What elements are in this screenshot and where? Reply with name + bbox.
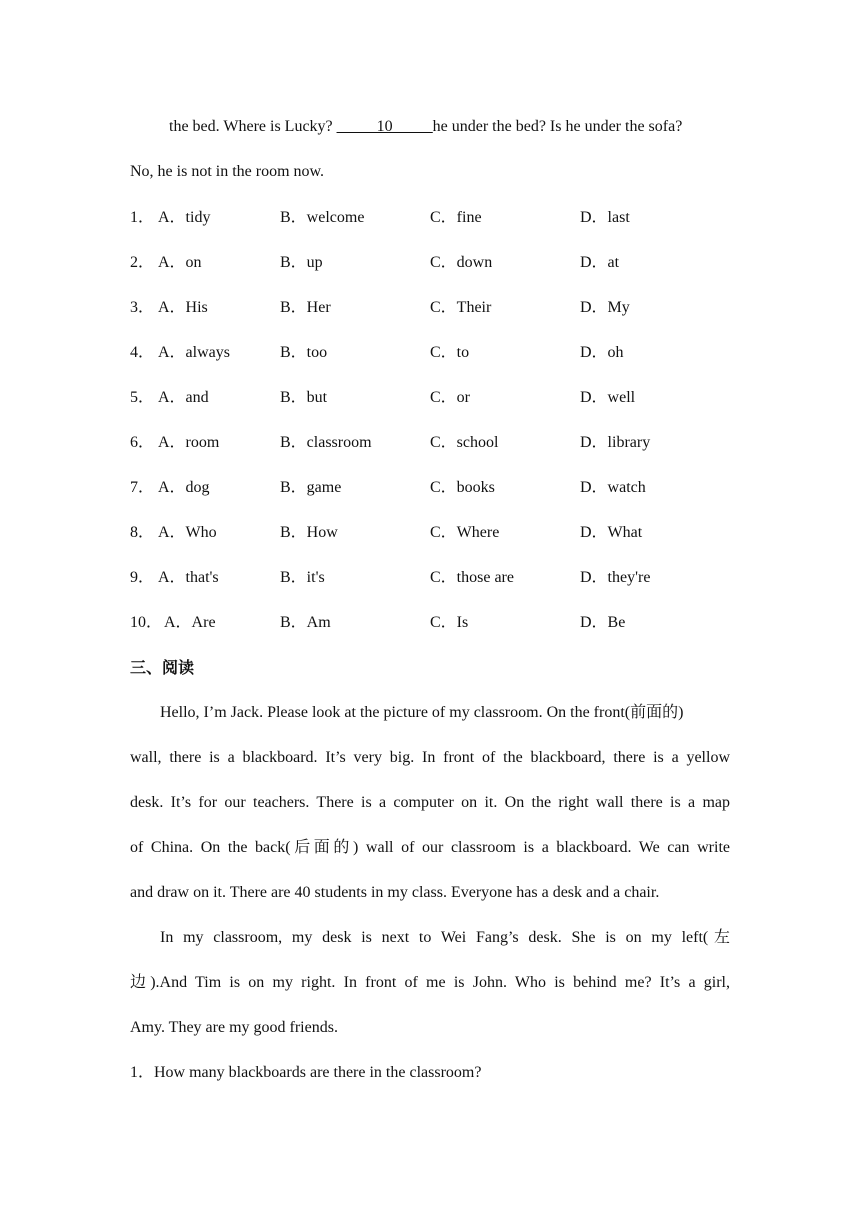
option-d: D．Be xyxy=(580,614,626,631)
option-d: D．watch xyxy=(580,479,646,496)
option-row-1 xyxy=(130,208,730,228)
passage-line: wall, there is a blackboard. It’s very big. In front of the blackboard, there is a yellow xyxy=(130,749,730,766)
option-c: C．Their xyxy=(430,299,492,316)
passage-line: and draw on it. There are 40 students in my class. Everyone has a desk and a chair. xyxy=(130,884,660,901)
question-number: 7． xyxy=(130,479,155,496)
section-heading-reading: 三、阅读 xyxy=(130,658,195,677)
passage-line: desk. It’s for our teachers. There is a computer on it. On the right wall there is a map xyxy=(130,794,730,811)
passage-continuation-line-1 xyxy=(169,117,730,137)
option-c: C．Where xyxy=(430,524,500,541)
option-a: A．that's xyxy=(158,569,219,586)
question-number: 8． xyxy=(130,524,155,541)
option-d: D．oh xyxy=(580,344,624,361)
option-a: A．on xyxy=(158,254,202,271)
option-d: D．at xyxy=(580,254,620,271)
blank-10: _____10_____ xyxy=(336,118,433,135)
option-row-3 xyxy=(130,298,730,318)
question-number: 10． xyxy=(130,614,163,631)
option-b: B．Her xyxy=(280,299,331,316)
option-b: B．welcome xyxy=(280,209,365,226)
option-a: A．His xyxy=(158,299,208,316)
option-a: A．room xyxy=(158,434,220,451)
question-number: 5． xyxy=(130,389,155,406)
passage-continuation-line-2: No, he is not in the room now. xyxy=(130,163,325,180)
option-row-8 xyxy=(130,523,730,543)
question-number: 2． xyxy=(130,254,155,271)
option-d: D．What xyxy=(580,524,643,541)
question-number: 6． xyxy=(130,434,155,451)
option-a: A．Who xyxy=(158,524,217,541)
passage-line: Hello, I’m Jack. Please look at the picture of my classroom. On the front(前面的) xyxy=(160,704,684,721)
option-b: B．Am xyxy=(280,614,331,631)
option-row-4 xyxy=(130,343,730,363)
option-row-2 xyxy=(130,253,730,273)
option-c: C．books xyxy=(430,479,495,496)
option-b: B．game xyxy=(280,479,342,496)
option-b: B．classroom xyxy=(280,434,372,451)
option-d: D．well xyxy=(580,389,636,406)
passage-line: of China. On the back(后面的) wall of our classroom is a blackboard. We can write xyxy=(130,839,730,856)
text-fragment: he under the bed? Is he under the sofa? xyxy=(432,118,683,135)
question-number: 1． xyxy=(130,209,155,226)
option-row-6 xyxy=(130,433,730,453)
question-number: 3． xyxy=(130,299,155,316)
passage-line: Amy. They are my good friends. xyxy=(130,1019,338,1036)
option-d: D．library xyxy=(580,434,651,451)
option-d: D．My xyxy=(580,299,630,316)
option-row-9 xyxy=(130,568,730,588)
question-number: 4． xyxy=(130,344,155,361)
option-d: D．they're xyxy=(580,569,651,586)
option-c: C．school xyxy=(430,434,499,451)
option-c: C．Is xyxy=(430,614,469,631)
passage-line: In my classroom, my desk is next to Wei Fang’s desk. She is on my left(左 xyxy=(160,929,730,946)
question-number: 9． xyxy=(130,569,155,586)
option-d: D．last xyxy=(580,209,630,226)
option-c: C．down xyxy=(430,254,493,271)
option-a: A．and xyxy=(158,389,209,406)
option-row-5 xyxy=(130,388,730,408)
option-c: C．to xyxy=(430,344,470,361)
option-c: C．or xyxy=(430,389,471,406)
passage-line: 边).And Tim is on my right. In front of me is John. Who is behind me? It’s a girl, xyxy=(130,974,730,991)
option-row-7 xyxy=(130,478,730,498)
question-1: 1．How many blackboards are there in the classroom? xyxy=(130,1064,482,1081)
option-b: B．How xyxy=(280,524,338,541)
option-c: C．those are xyxy=(430,569,514,586)
option-c: C．fine xyxy=(430,209,482,226)
option-b: B．it's xyxy=(280,569,325,586)
option-b: B．too xyxy=(280,344,328,361)
option-b: B．but xyxy=(280,389,328,406)
option-row-10 xyxy=(130,613,730,633)
option-a: A．tidy xyxy=(158,209,211,226)
option-b: B．up xyxy=(280,254,323,271)
option-a: A．dog xyxy=(158,479,210,496)
option-a: A．Are xyxy=(164,614,216,631)
option-a: A．always xyxy=(158,344,230,361)
text-fragment: the bed. Where is Lucky? xyxy=(169,118,337,135)
